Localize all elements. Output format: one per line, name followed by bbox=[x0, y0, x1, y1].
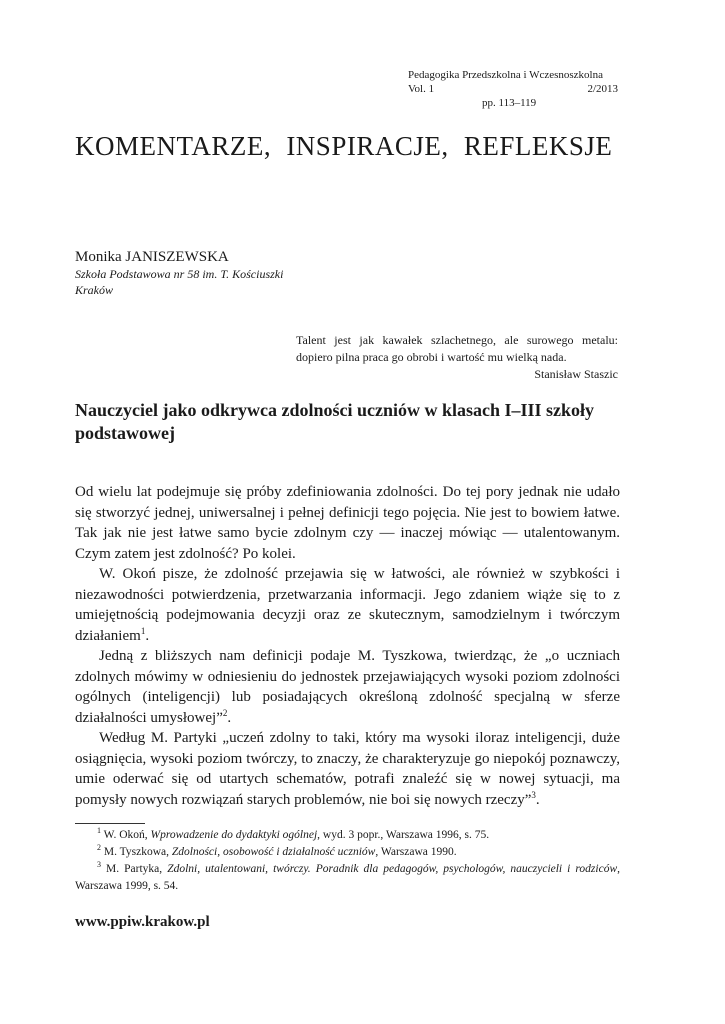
author-city: Kraków bbox=[75, 283, 114, 297]
paragraph-4-text: Według M. Partyki „uczeń zdolny to taki, który ma wysoki iloraz inteligencji, duże osiągnięcia, wysoki poziom twórczy, to znaczy, że charakteryzuje go niepokój poznawczy, umie oderwać się od utartych schematów, potrafi znaleźć się w nowej sytuacji, ma pomysły nowych rozwiązań starych problemów, nie boi się nowych rzeczy” bbox=[75, 730, 620, 808]
author-affiliation-block bbox=[75, 266, 283, 298]
footnote-3-pre: M. Partyka, bbox=[106, 863, 168, 875]
journal-header bbox=[408, 68, 618, 110]
article-body bbox=[75, 482, 620, 810]
author-first-name: Monika bbox=[75, 249, 122, 265]
footnote-1-pre: W. Okoń, bbox=[103, 829, 151, 841]
paragraph-3-end: . bbox=[227, 709, 232, 726]
footnote-1-title: Wprowadzenie do dydaktyki ogólnej bbox=[150, 829, 318, 841]
motto bbox=[296, 332, 618, 383]
footnote-ref-3[interactable]: 3 bbox=[531, 789, 536, 800]
paragraph-4 bbox=[75, 728, 620, 810]
footnote-3-post: , Warszawa 1999, s. 54. bbox=[75, 863, 620, 892]
author-name bbox=[75, 248, 229, 266]
section-title: KOMENTARZE, INSPIRACJE, REFLEKSJE bbox=[75, 131, 613, 161]
author-last-name: JANISZEWSKA bbox=[125, 249, 229, 265]
website-link[interactable]: www.ppiw.krakow.pl bbox=[75, 914, 210, 930]
motto-line-2: dopiero pilna praca go obrobi i wartość mu wielką nada. bbox=[296, 350, 567, 364]
journal-name: Pedagogika Przedszkolna i Wczesnoszkolna bbox=[408, 69, 603, 81]
paragraph-2-end: . bbox=[145, 627, 150, 644]
footnote-2-title: Zdolności, osobowość i działalność uczniów bbox=[171, 846, 376, 858]
article-title: Nauczyciel jako odkrywca zdolności uczniów w klasach I–III szkoły podstawowej bbox=[75, 400, 595, 443]
paragraph-2-text: W. Okoń pisze, że zdolność przejawia się w łatwości, ale również w szybkości i niezawodności potwierdzenia, przetwarzania informacji. Jego zdaniem wiąże się to z umiejętnością podejmowania decyzji oraz ze skutecznym, samodzielnym i twórczym działaniem bbox=[75, 566, 620, 644]
paragraph-4-end: . bbox=[535, 791, 540, 808]
paragraph-2 bbox=[75, 564, 620, 646]
footnote-3-number: 3 bbox=[97, 860, 101, 870]
footnote-3-title: Zdolni, utalentowani, twórczy. Poradnik dla pedagogów, psychologów, nauczycieli i rodziców bbox=[167, 863, 618, 875]
footnote-1 bbox=[75, 827, 620, 844]
author-affiliation: Szkoła Podstawowa nr 58 im. T. Kościuszki bbox=[75, 267, 284, 281]
footnote-3 bbox=[75, 861, 620, 895]
journal-volume: Vol. 1 bbox=[408, 83, 435, 95]
footnote-1-post: , wyd. 3 popr., Warszawa 1996, s. 75. bbox=[317, 829, 490, 841]
journal-pages: pp. 113–119 bbox=[482, 97, 537, 109]
footnote-2-number: 2 bbox=[97, 843, 101, 853]
footnote-1-number: 1 bbox=[97, 826, 101, 836]
journal-issue: 2/2013 bbox=[587, 83, 618, 95]
motto-source: Stanisław Staszic bbox=[534, 367, 618, 381]
footnote-2 bbox=[75, 844, 620, 861]
footnote-ref-1[interactable]: 1 bbox=[140, 625, 146, 636]
motto-line-1: Talent jest jak kawałek szlachetnego, ale surowego metalu: bbox=[296, 333, 618, 347]
footnotes bbox=[75, 827, 620, 895]
paragraph-3 bbox=[75, 646, 620, 728]
journal-volume-row bbox=[408, 82, 618, 96]
footnote-divider bbox=[75, 823, 145, 824]
footnote-ref-2[interactable]: 2 bbox=[222, 707, 228, 718]
paragraph-1: Od wielu lat podejmuje się próby zdefiniowania zdolności. Do tej pory jednak nie udało się stworzyć jednej, uniwersalnej i pełnej definicji tego pojęcia. Nie jest to bowiem łatwe. Tak jak nie jest łatwe samo bycie zdolnym czy — inaczej mówiąc — utalentowanym. Czym zatem jest zdolność? Po kolei. bbox=[75, 484, 620, 562]
footnote-2-post: , Warszawa 1990. bbox=[375, 846, 457, 858]
paragraph-3-text: Jedną z bliższych nam definicji podaje M. Tyszkowa, twierdząc, że „o uczniach zdolnych mówimy w odniesieniu do jednostek przejawiających wysoki poziom zdolności ogólnych (inteligencji) lub posiadających określoną zdolność specjalną w sferze działalności umysłowej” bbox=[75, 648, 620, 726]
footnote-2-pre: M. Tyszkowa, bbox=[103, 846, 172, 858]
